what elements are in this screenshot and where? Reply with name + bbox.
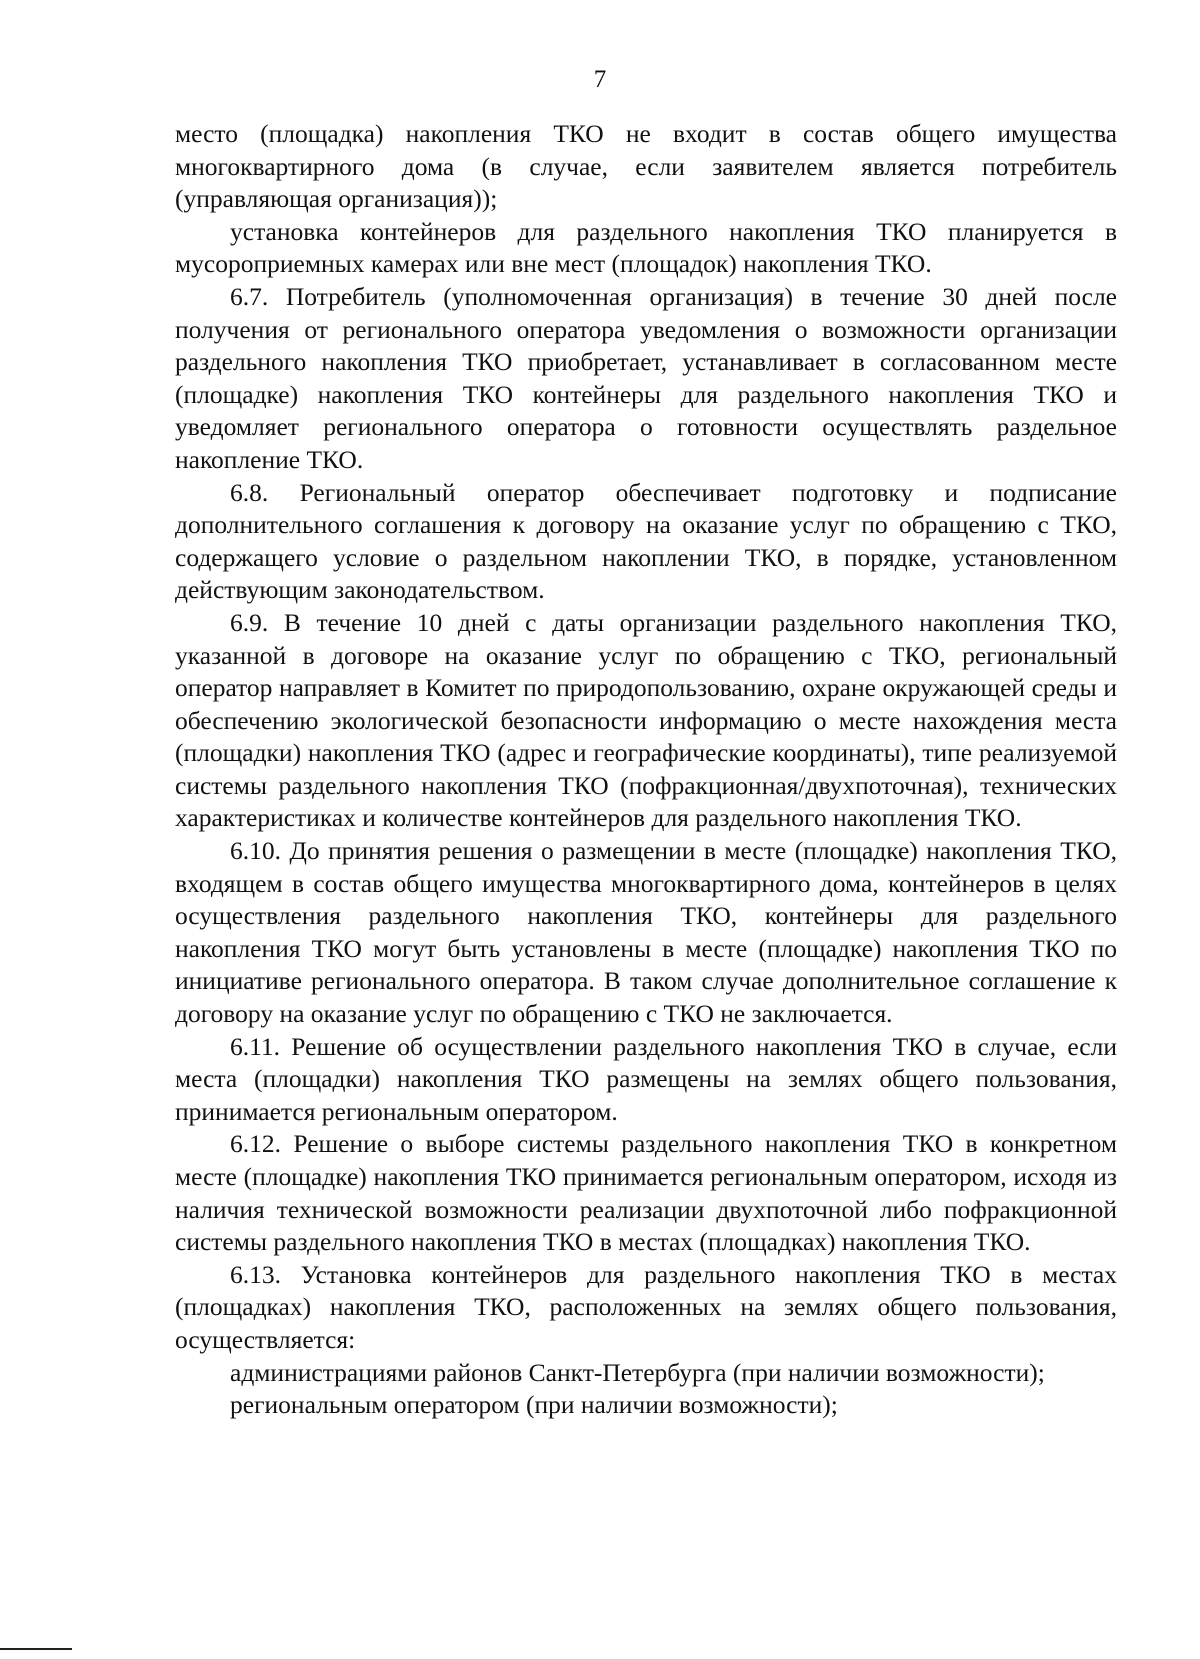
footer-rule bbox=[0, 1648, 72, 1650]
paragraph-2: установка контейнеров для раздельного накопления ТКО планируется в мусороприемных камерах или вне мест (площадок) накопления ТКО. bbox=[175, 216, 1117, 279]
page-number: 7 bbox=[593, 66, 607, 93]
list-item-district-administrations: администрациями районов Санкт-Петербурга (при наличии возможности); bbox=[230, 1357, 1045, 1387]
paragraph-6-10: 6.10. До принятия решения о размещении в месте (площадке) накопления ТКО, входящем в состав общего имущества многоквартирного дома, контейнеров в целях осуществления раздельного накопления ТКО, контейнеры для раздельного накопления ТКО могут быть установлены в месте (площадке) накопления ТКО по инициативе регионального оператора. В таком случае дополнительное соглашение к договору на оказание услуг по обращению с ТКО не заключается. bbox=[175, 836, 1117, 1029]
paragraph-6-12: 6.12. Решение о выборе системы раздельного накопления ТКО в конкретном месте (площадке) накопления ТКО принимается региональным оператором, исходя из наличия технической возможности реализации двухпоточной либо пофракционной системы раздельного накопления ТКО в местах (площадках) накопления ТКО. bbox=[175, 1129, 1117, 1257]
paragraph-6-7: 6.7. Потребитель (уполномоченная организация) в течение 30 дней после получения от регионального оператора уведомления о возможности организации раздельного накопления ТКО приобретает, устанавливает в согласованном месте (площадке) накопления ТКО контейнеры для раздельного накопления ТКО и уведомляет регионального оператора о готовности осуществлять раздельное накопление ТКО. bbox=[175, 281, 1117, 474]
paragraph-6-9: 6.9. В течение 10 дней с даты организации раздельного накопления ТКО, указанной в договоре на оказание услуг по обращению с ТКО, региональный оператор направляет в Комитет по природопользованию, охране окружающей среды и обеспечению экологической безопасности информацию о месте нахождения места (площадки) накопления ТКО (адрес и географические координаты), типе реализуемой системы раздельного накопления ТКО (пофракционная/двухпоточная), технических характеристиках и количестве контейнеров для раздельного накопления ТКО. bbox=[175, 607, 1117, 833]
paragraph-6-13: 6.13. Установка контейнеров для раздельного накопления ТКО в местах (площадках) накопления ТКО, расположенных на землях общего пользования, осуществляется: bbox=[175, 1259, 1117, 1354]
document-body bbox=[175, 118, 1117, 1422]
paragraph-6-8: 6.8. Региональный оператор обеспечивает подготовку и подписание дополнительного соглашения к договору на оказание услуг по обращению с ТКО, содержащего условие о раздельном накоплении ТКО, в порядке, установленном действующим законодательством. bbox=[175, 477, 1117, 605]
list-item-regional-operator: региональным оператором (при наличии возможности); bbox=[230, 1390, 838, 1420]
paragraph-1: место (площадка) накопления ТКО не входит в состав общего имущества многоквартирного дома (в случае, если заявителем является потребитель (управляющая организация)); bbox=[175, 119, 1117, 214]
paragraph-6-11: 6.11. Решение об осуществлении раздельного накопления ТКО в случае, если места (площадки) накопления ТКО размещены на землях общего пользования, принимается региональным оператором. bbox=[175, 1031, 1117, 1126]
